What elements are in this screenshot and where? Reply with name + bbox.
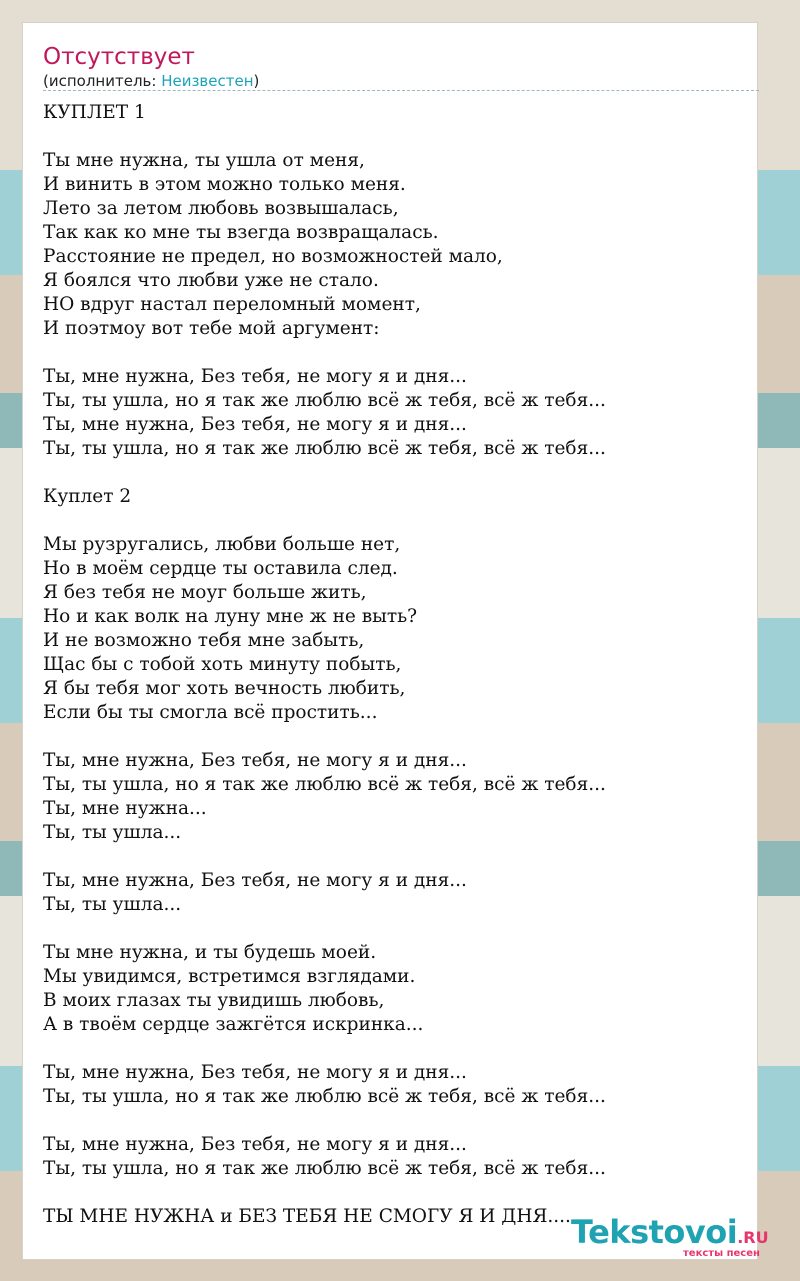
lyric-line: Ты, мне нужна, Без тебя, не могу я и дня... bbox=[43, 366, 467, 387]
lyric-line: ТЫ МНЕ НУЖНА и БЕЗ ТЕБЯ НЕ СМОГУ Я И ДНЯ..... bbox=[43, 1206, 577, 1227]
header-divider bbox=[43, 90, 759, 91]
lyric-line: Ты мне нужна, и ты будешь моей. bbox=[43, 942, 377, 963]
lyric-line: Я без тебя не моуг больше жить, bbox=[43, 582, 367, 603]
lyric-line: Ты, ты ушла, но я так же люблю всё ж тебя, всё ж тебя... bbox=[43, 1086, 606, 1107]
lyric-line: Щас бы с тобой хоть минуту побыть, bbox=[43, 654, 402, 675]
lyric-line: Ты, ты ушла, но я так же люблю всё ж тебя, всё ж тебя... bbox=[43, 774, 606, 795]
lyric-line: Мы увидимся, встретимся взглядами. bbox=[43, 966, 416, 987]
lyric-line: Лето за летом любовь возвышалась, bbox=[43, 198, 399, 219]
lyric-line: Ты, мне нужна, Без тебя, не могу я и дня... bbox=[43, 1134, 467, 1155]
lyric-line bbox=[43, 461, 743, 485]
lyric-line: А в твоём сердце зажгётся искринка... bbox=[43, 1014, 424, 1035]
lyric-line: Но в моём сердце ты оставила след. bbox=[43, 558, 398, 579]
lyric-line: И винить в этом можно только меня. bbox=[43, 174, 406, 195]
logo-tagline: тексты песен bbox=[683, 1248, 760, 1259]
lyric-line: Ты мне нужна, ты ушла от меня, bbox=[43, 150, 365, 171]
lyric-line: Ты, ты ушла, но я так же люблю всё ж тебя, всё ж тебя... bbox=[43, 1158, 606, 1179]
lyric-line bbox=[43, 509, 743, 533]
lyric-line: Ты, мне нужна, Без тебя, не могу я и дня... bbox=[43, 414, 467, 435]
lyric-line bbox=[43, 845, 743, 869]
lyric-line: И поэтмоу вот тебе мой аргумент: bbox=[43, 318, 380, 339]
lyric-line: Ты, ты ушла, но я так же люблю всё ж тебя, всё ж тебя... bbox=[43, 390, 606, 411]
lyric-line: Ты, мне нужна, Без тебя, не могу я и дня... bbox=[43, 750, 467, 771]
site-logo[interactable] bbox=[571, 1215, 781, 1259]
artist-link[interactable]: Неизвестен bbox=[161, 72, 254, 90]
lyric-line bbox=[43, 1037, 743, 1061]
logo-word: Tekstovoi bbox=[571, 1213, 738, 1251]
lyric-line: НО вдруг настал переломный момент, bbox=[43, 294, 421, 315]
lyric-line: Ты, мне нужна, Без тебя, не могу я и дня... bbox=[43, 870, 467, 891]
lyric-line: Мы рузругались, любви больше нет, bbox=[43, 534, 401, 555]
logo-tld: .RU bbox=[737, 1228, 769, 1247]
song-title: Отсутствует bbox=[43, 44, 195, 70]
lyric-line bbox=[43, 1109, 743, 1133]
lyric-line bbox=[43, 341, 743, 365]
lyric-line bbox=[43, 1181, 743, 1205]
lyrics-card bbox=[22, 22, 769, 1260]
lyric-line: Но и как волк на луну мне ж не выть? bbox=[43, 606, 418, 627]
lyric-line bbox=[43, 725, 743, 749]
lyric-line: Я боялся что любви уже не стало. bbox=[43, 270, 379, 291]
lyric-line: Ты, ты ушла, но я так же люблю всё ж тебя, всё ж тебя... bbox=[43, 438, 606, 459]
lyric-line bbox=[43, 125, 743, 149]
lyric-line: В моих глазах ты увидишь любовь, bbox=[43, 990, 385, 1011]
lyric-line: Ты, ты ушла... bbox=[43, 822, 182, 843]
artist-suffix: ) bbox=[253, 72, 260, 90]
lyric-line: И не возможно тебя мне забыть, bbox=[43, 630, 365, 651]
lyric-line: Так как ко мне ты взегда возвращалась. bbox=[43, 222, 439, 243]
lyric-line: Я бы тебя мог хоть вечность любить, bbox=[43, 678, 406, 699]
artist-line bbox=[43, 72, 259, 90]
lyrics-text bbox=[43, 101, 743, 1229]
lyric-line: КУПЛЕТ 1 bbox=[43, 102, 146, 123]
lyric-line: Куплет 2 bbox=[43, 486, 132, 507]
lyric-line: Ты, ты ушла... bbox=[43, 894, 182, 915]
lyric-line: Ты, мне нужна... bbox=[43, 798, 207, 819]
artist-prefix: (исполнитель: bbox=[43, 72, 162, 90]
lyric-line bbox=[43, 917, 743, 941]
lyric-line: Если бы ты смогла всё простить... bbox=[43, 702, 378, 723]
lyric-line: Ты, мне нужна, Без тебя, не могу я и дня... bbox=[43, 1062, 467, 1083]
lyric-line: Расстояние не предел, но возможностей мало, bbox=[43, 246, 503, 267]
